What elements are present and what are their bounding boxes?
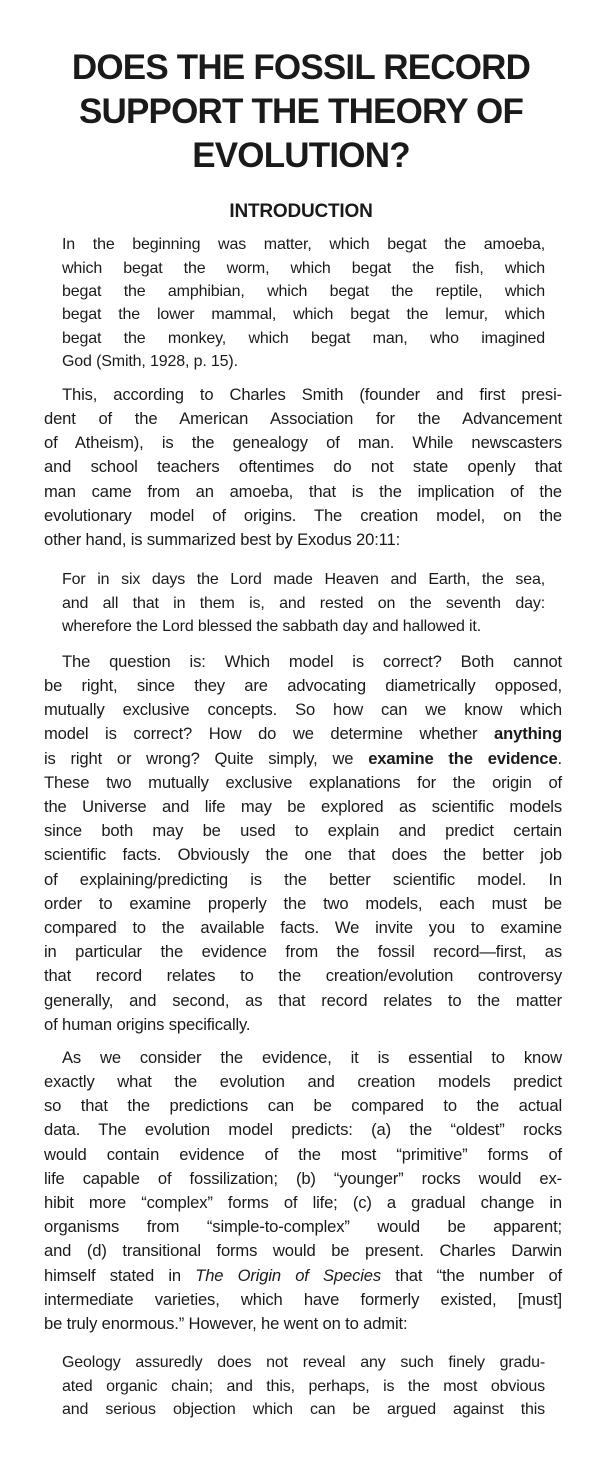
text-segment: evolutionary model of origins. The creation model, on the [44,505,562,525]
text-line [44,1143,562,1167]
text-segment: ated organic chain; and this, perhaps, is the most obvious [62,1377,545,1395]
text-segment: Geology assuredly does not reveal any such finely gradu- [62,1354,545,1372]
paragraph [44,383,562,552]
title-line: EVOLUTION? [192,136,410,175]
text-segment: wherefore the Lord blessed the sabbath day and hallowed it. [62,618,481,636]
block-quote [62,1351,545,1421]
text-segment: generally, and second, as that record relates to the matter [44,990,562,1010]
text-line [44,964,562,988]
text-line [44,504,562,528]
text-segment: in particular the evidence from the fossil record—first, as [44,942,562,962]
text-segment: that “the number of [381,1265,562,1285]
text-segment: begat the amphibian, which begat the reptile, which [62,283,545,301]
text-line [44,1094,562,1118]
text-line [44,747,562,771]
text-line [44,1239,562,1263]
text-segment: begat the lower mammal, which begat the lemur, which [62,306,545,324]
page-title [0,46,602,178]
text-line [62,233,545,256]
text-segment: mutually exclusive concepts. So how can we know which [44,700,562,720]
text-segment: God (Smith, 1928, p. 15). [62,353,238,371]
text-segment: exactly what the evolution and creation models predict [44,1072,562,1092]
text-line [62,568,545,591]
text-line [44,795,562,819]
text-line [44,698,562,722]
text-segment: and school teachers oftentimes do not state openly that [44,457,562,477]
text-line [44,1288,562,1312]
block-quote [62,568,545,638]
text-segment: of Atheism), is the genealogy of man. While newscasters [44,433,562,453]
text-segment: other hand, is summarized best by Exodus 20:11: [44,530,401,550]
text-segment: be right, since they are advocating diametrically opposed, [44,676,562,696]
text-segment: is right or wrong? Quite simply, we [44,748,369,768]
text-segment: himself stated in [44,1265,196,1285]
text-segment: As we consider the evidence, it is essential to know [62,1047,562,1067]
text-line [44,892,562,916]
text-line [44,1264,562,1288]
text-line [62,257,545,280]
text-segment: compared to the available facts. We invite you to examine [44,917,562,937]
bold-text: anything [494,724,562,744]
text-line [62,280,545,303]
text-line [44,431,562,455]
block-quote [62,233,545,373]
text-segment: be truly enormous.” However, he went on to admit: [44,1313,408,1333]
text-segment: and serious objection which can be argued against this [62,1401,545,1419]
text-line [44,771,562,795]
text-line [44,989,562,1013]
text-segment: hibit more “complex” forms of life; (c) a gradual change in [44,1193,562,1213]
text-line [44,480,562,504]
text-segment: scientific facts. Obviously the one that does the better job [44,845,562,865]
paragraph [44,1046,562,1336]
text-line [62,615,545,638]
text-segment: the Universe and life may be explored as scientific models [44,797,562,817]
text-line [44,674,562,698]
text-line [62,592,545,615]
text-segment: since both may be used to explain and predict certain [44,821,562,841]
text-line [44,843,562,867]
text-line [44,722,562,746]
text-line [44,1070,562,1094]
text-line [44,407,562,431]
text-segment: For in six days the Lord made Heaven and Earth, the sea, [62,571,545,589]
text-segment: In the beginning was matter, which begat the amoeba, [62,236,545,254]
text-line [62,1351,545,1374]
text-line [44,1215,562,1239]
text-segment: This, according to Charles Smith (founder and first presi- [62,384,562,404]
bold-text: examine the evidence [368,748,558,768]
text-line [44,1191,562,1215]
text-segment: data. The evolution model predicts: (a) the “oldest” rocks [44,1120,562,1140]
text-line [44,1167,562,1191]
text-segment: would contain evidence of the most “primitive” forms of [44,1144,562,1164]
text-line [62,1375,545,1398]
text-segment: man came from an amoeba, that is the implication of the [44,481,562,501]
text-segment: which begat the worm, which begat the fish, which [62,259,545,277]
text-line [44,868,562,892]
section-heading: INTRODUCTION [229,201,373,222]
title-line: SUPPORT THE THEORY OF [78,92,524,131]
text-line [62,1398,545,1421]
text-segment: . [557,748,562,768]
text-line [44,1312,562,1336]
title-line: DOES THE FOSSIL RECORD [71,48,531,87]
text-line [44,1013,562,1037]
text-segment: that record relates to the creation/evolution controversy [44,966,562,986]
text-segment: life capable of fossilization; (b) “younger” rocks would ex- [44,1168,562,1188]
text-segment: These two mutually exclusive explanations for the origin of [44,772,562,792]
text-segment: intermediate varieties, which have formerly existed, [must] [44,1289,562,1309]
italic-text: The Origin of Species [195,1265,381,1285]
text-line [62,303,545,326]
text-line [62,327,545,350]
text-line [44,916,562,940]
text-segment: order to examine properly the two models, each must be [44,893,562,913]
text-line [44,528,562,552]
text-line [62,350,545,373]
text-line [44,455,562,479]
text-segment: so that the predictions can be compared to the actual [44,1096,562,1116]
text-segment: organisms from “simple-to-complex” would be apparent; [44,1217,562,1237]
text-line [44,1118,562,1142]
text-segment: model is correct? How do we determine whether [44,724,495,744]
text-segment: and all that in them is, and rested on the seventh day: [62,594,545,612]
text-line [44,1046,562,1070]
text-segment: and (d) transitional forms would be present. Charles Darwin [44,1241,562,1261]
text-segment: of human origins specifically. [44,1014,251,1034]
text-line [44,940,562,964]
text-segment: begat the monkey, which begat man, who imagined [62,329,545,347]
text-line [44,650,562,674]
text-line [44,819,562,843]
paragraph [44,650,562,1037]
text-segment: of explaining/predicting is the better scientific model. In [44,869,562,889]
text-line [44,383,562,407]
text-segment: dent of the American Association for the Advancement [44,409,562,429]
text-segment: The question is: Which model is correct? Both cannot [62,651,562,671]
